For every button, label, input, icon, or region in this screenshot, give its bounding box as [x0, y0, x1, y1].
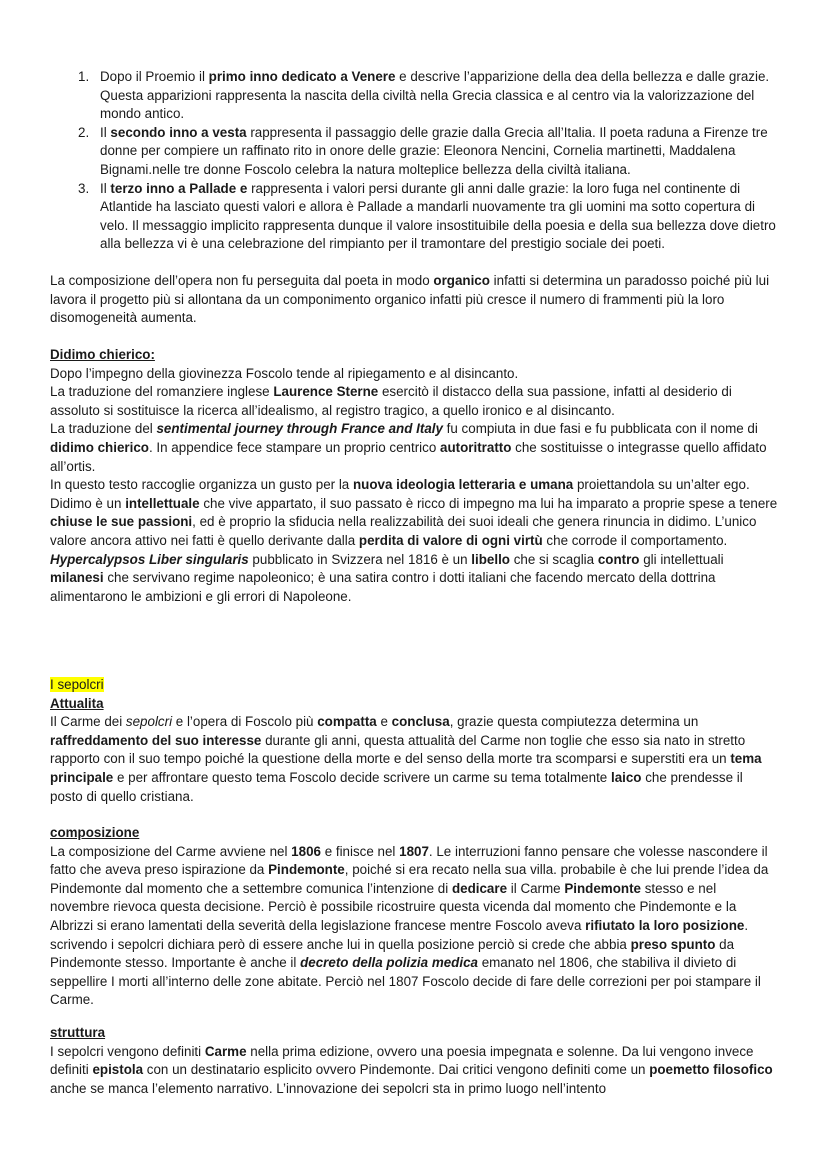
list-item-text: [100, 124, 778, 180]
text-run: Il: [100, 180, 111, 196]
text-run: I sepolcri vengono definiti: [50, 1043, 205, 1059]
text-run: pubblicato in Svizzera nel 1816 è un: [248, 551, 472, 567]
text-run: La composizione dell’opera non fu perseguita dal poeta in modo: [50, 273, 434, 288]
text-run: La traduzione del: [50, 421, 157, 437]
bold-text: preso spunto: [630, 936, 716, 952]
bold-text: epistola: [92, 1062, 144, 1078]
bold-text: compatta: [317, 714, 377, 730]
text-run: con un destinatario esplicito ovvero Pindemonte. Dai critici vengono definiti come un: [143, 1062, 650, 1078]
list-number: 1.: [78, 69, 90, 84]
bold-text: primo inno dedicato a Venere: [208, 69, 396, 84]
text-run: Dopo l’impegno della giovinezza Foscolo tende al ripiegamento e al disincanto.: [50, 365, 519, 381]
text-run: emanato nel 1806, che stabiliva il divieto di seppellire I morti all’interno delle zone abitate. Perciò nel 1807 Foscolo decide di fare delle correzioni per poi stampare il Carme.: [50, 955, 761, 1008]
bold-italic-text: Hypercalypsos Liber singularis: [50, 551, 249, 567]
bold-text: rifiutato la loro posizione: [585, 917, 745, 933]
composition-paragraph: [50, 272, 778, 328]
hymns-list: [78, 68, 778, 254]
list-item: [78, 68, 778, 124]
bold-text: Carme: [204, 1043, 247, 1059]
text-run: . Le interruzioni fanno pensare che volesse nascondere il fatto che aveva preso ispirazione da: [50, 843, 768, 878]
struttura-paragraph: [50, 1043, 778, 1099]
text-run: che prendesse il posto di quello cristiana.: [50, 769, 743, 804]
text-run: gli intellettuali: [639, 551, 724, 567]
bold-italic-text: sentimental journey through France and Italy: [156, 421, 443, 437]
bold-text: tema principale: [50, 751, 762, 785]
bold-text: 1807: [399, 843, 429, 859]
bold-text: perdita di valore di ogni virtù: [358, 532, 543, 548]
text-run: rappresenta i valori persi durante gli anni dalle grazie: la loro fuga nel continente di Atlantide ha lasciato questi valori e allora è Pallade a mandarli nuovamente tra gli uomini ma sotto copertura di velo. Il messaggio implicito rappresenta dunque il valore insostituibile della poesia e della sua bellezza dove dietro alla bellezza vi è una celebrazione del rimpianto per il tramontare del prestigio sociale dei poeti.: [100, 180, 776, 252]
text-run: , grazie questa compiutezza determina un: [449, 714, 699, 730]
bold-text: 1806: [291, 843, 321, 859]
bold-text: dedicare: [451, 880, 508, 896]
text-run: , poiché si era recato nella sua villa. probabile è che lui prende l’idea da Pindemonte dal momento che a settembre comunica l’intenzione di: [50, 862, 769, 896]
didimo-paragraph: [50, 365, 778, 384]
didimo-paragraph: [50, 383, 778, 420]
text-run: . scrivendo i sepolcri dichiara però di essere anche lui in quella posizione perciò si crede che abbia: [50, 917, 749, 952]
section-heading-composizione: composizione: [50, 825, 140, 840]
bold-text: terzo inno a Pallade e: [110, 180, 248, 196]
didimo-paragraph: [50, 476, 778, 550]
text-run: proiettandola su un’alter ego. Didimo è un: [50, 477, 750, 511]
bold-text: Pindemonte: [268, 862, 345, 878]
text-run: nella prima edizione, ovvero una poesia impegnata e solenne. Da lui vengono invece definiti: [50, 1043, 754, 1078]
section-heading-didimo: Didimo chierico:: [50, 347, 155, 362]
text-run: che servivano regime napoleonico; è una satira contro i dotti italiani che facendo mercato della dottrina alimentarono le ambizioni e gli errori di Napoleone.: [50, 570, 716, 604]
italic-text: sepolcri: [125, 714, 173, 730]
text-run: Il Carme dei: [50, 714, 126, 730]
text-run: Dopo il Proemio il: [100, 69, 209, 84]
sepolcri-section: [50, 676, 778, 806]
text-run: che corrode il comportamento.: [542, 532, 728, 548]
bold-text: conclusa: [391, 714, 450, 730]
text-run: da Pindemonte stesso. Importante è anche il: [50, 936, 735, 971]
bold-text: autoritratto: [440, 439, 512, 455]
bold-text: Pindemonte: [564, 880, 641, 896]
bold-text: poemetto filosofico: [649, 1062, 773, 1078]
section-heading-attualita: Attualita: [50, 695, 104, 711]
text-run: e l’opera di Foscolo più: [172, 714, 318, 730]
text-run: , ed è proprio la sfiducia nella realizzabilità dei suoi ideali che genera rinuncia in didimo. L’unico valore ancora attivo nei fatti è quello derivante dalla: [50, 514, 757, 548]
highlighted-title: I sepolcri: [50, 677, 104, 692]
list-item: [78, 124, 778, 180]
bold-text: contro: [597, 551, 640, 567]
list-item-text: [100, 68, 778, 124]
bold-text: intellettuale: [125, 495, 200, 511]
list-item: [78, 180, 778, 254]
text-run: . In appendice fece stampare un proprio centrico: [148, 439, 441, 455]
composition-section: [50, 272, 778, 328]
text-run: che sostituisse o integrasse quello affidato all’ortis.: [50, 439, 767, 474]
bold-text: nuova ideologia letteraria e umana: [352, 477, 574, 493]
didimo-section: [50, 346, 778, 606]
text-run: La traduzione del romanziere inglese: [50, 384, 274, 400]
struttura-section: [50, 1024, 778, 1098]
text-run: esercitò il distacco della sua passione, infatti al desiderio di assoluto si sostituisce la ricerca all’idealismo, al registro tragico, a quello ironico e al disincanto.: [50, 384, 732, 418]
text-run: che vive appartato, il suo passato è ricco di impegno ma lui ha imparato a proprie spese a tenere: [199, 495, 778, 511]
text-run: stesso e nel novembre rievoca questa decisione. Perciò è possibile ricostruire questa vicenda dal momento che Pindemonte e la Albrizzi si erano lamentati della severità della legislazione francese mentre Foscolo aveva: [50, 880, 737, 933]
text-run: e finisce nel: [320, 843, 400, 859]
text-run: Il: [100, 124, 111, 140]
text-run: e per affrontare questo tema Foscolo decide scrivere un carme su tema totalmente: [113, 769, 611, 785]
bold-italic-text: decreto della polizia medica: [300, 955, 478, 971]
text-run: e: [376, 714, 392, 730]
sepolcri-title: [50, 676, 778, 695]
bold-text: laico: [610, 769, 642, 785]
bold-text: secondo inno a vesta: [110, 124, 247, 140]
composizione-section: [50, 824, 778, 1010]
attualita-paragraph: [50, 713, 778, 806]
text-run: e descrive l’apparizione della dea della bellezza e dalle grazie. Questa apparizioni rappresenta la nascita della civiltà nella Grecia classica e al centro via la valorizzazione del mondo antico.: [100, 69, 770, 122]
bold-text: organico: [433, 273, 490, 288]
text-run: La composizione del Carme avviene nel: [50, 843, 292, 859]
didimo-paragraph: [50, 551, 778, 607]
bold-text: milanesi: [50, 570, 104, 586]
list-number: 3.: [78, 180, 90, 196]
text-run: fu compiuta in due fasi e fu pubblicata con il nome di: [442, 421, 758, 437]
text-run: In questo testo raccoglie organizza un gusto per la: [50, 477, 353, 493]
bold-text: libello: [471, 551, 510, 567]
bold-text: raffreddamento del suo interesse: [50, 732, 262, 748]
bold-text: didimo chierico: [50, 439, 149, 455]
text-run: anche se manca l’elemento narrativo. L’innovazione dei sepolcri sta in primo luogo nell’intento: [50, 1080, 607, 1096]
list-item-text: [100, 180, 778, 254]
composizione-paragraph: [50, 843, 778, 1010]
bold-text: Laurence Sterne: [273, 384, 379, 400]
didimo-paragraph: [50, 420, 778, 476]
text-run: che si scaglia: [510, 551, 598, 567]
text-run: rappresenta il passaggio delle grazie dalla Grecia all’Italia. Il poeta raduna a Firenze tre donne per compiere un raffinato rito in onore delle grazie: Eleonora Nencini, Cornelia martinetti, Maddalena Bignami.nelle tre donne Foscolo celebra la natura molteplice bellezza della civiltà italiana.: [100, 124, 768, 177]
text-run: il Carme: [507, 880, 565, 896]
text-run: durante gli anni, questa attualità del Carme non toglie che esso sia nato in stretto rapporto con il suo tempo poiché la questione della morte e del senso della morte tra scomparsi e superstiti era un: [50, 732, 746, 767]
section-heading-struttura: struttura: [50, 1025, 106, 1040]
bold-text: chiuse le sue passioni: [50, 514, 193, 530]
list-number: 2.: [78, 124, 90, 140]
text-run: infatti si determina un paradosso poiché più lui lavora il progetto più si allontana da un componimento organico infatti più cresce il numero di frammenti più la loro disomogeneità aumenta.: [50, 273, 770, 326]
